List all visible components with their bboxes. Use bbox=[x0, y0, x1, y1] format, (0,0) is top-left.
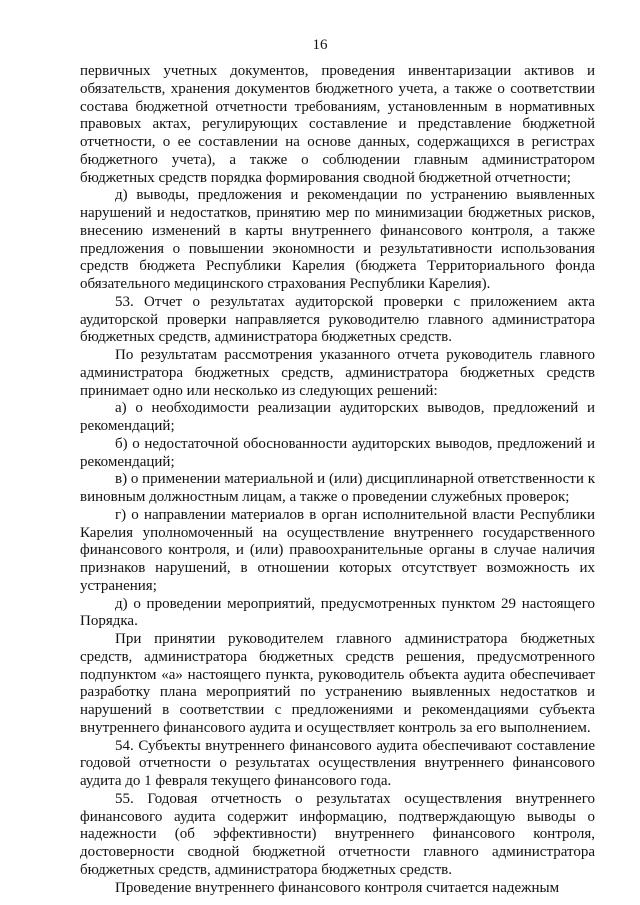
paragraph-6: б) о недостаточной обоснованности аудиторских выводов, предложений и рекомендаций; bbox=[80, 435, 595, 470]
paragraph-4: По результатам рассмотрения указанного отчета руководитель главного администратора бюджетных средств, администратора бюджетных средств принимает одно или несколько из следующих решений: bbox=[80, 347, 595, 399]
paragraph-11: 54. Субъекты внутреннего финансового аудита обеспечивают составление годовой отчетности о результатах осуществления внутреннего финансового аудита до 1 февраля текущего финансового года. bbox=[80, 737, 595, 789]
paragraph-8: г) о направлении материалов в орган исполнительной власти Республики Карелия уполномоченный на осуществление внутреннего государственного финансового контроля, и (или) правоохранительные органы в случае наличия признаков нарушений, в отношении которых отсутствует возможность их устранения; bbox=[80, 506, 595, 594]
paragraph-10: При принятии руководителем главного администратора бюджетных средств, администратора бюджетных средств решения, предусмотренного подпунктом «а» настоящего пункта, руководитель объекта аудита обеспечивает разработку плана мероприятий по устранению выявленных недостатков и нарушений в соответствии с предложениями и рекомендациями субъекта внутреннего финансового аудита и осуществляет контроль за его выполнением. bbox=[80, 631, 595, 736]
paragraph-2: д) выводы, предложения и рекомендации по устранению выявленных нарушений и недостатков, принятию мер по минимизации бюджетных рисков, внесению изменений в карты внутреннего финансового контроля, а также предложения о повышении экономности и результативности использования средств бюджета Республики Карелия (бюджета Территориального фонда обязательного медицинского страхования Республики Карелия). bbox=[80, 187, 595, 292]
page-number: 16 bbox=[312, 37, 328, 53]
paragraph-9: д) о проведении мероприятий, предусмотренных пунктом 29 настоящего Порядка. bbox=[80, 595, 595, 630]
paragraph-5: а) о необходимости реализации аудиторских выводов, предложений и рекомендаций; bbox=[80, 400, 595, 434]
paragraph-12: 55. Годовая отчетность о результатах осуществления внутреннего финансового аудита содержит информацию, подтверждающую выводы о надежности (об эффективности) внутреннего финансового контроля, достоверности сводной бюджетной отчетности главного администратора бюджетных средств, администратора бюджетных средств. bbox=[80, 790, 595, 878]
paragraph-13: Проведение внутреннего финансового контроля считается надежным bbox=[115, 879, 560, 896]
paragraph-3: 53. Отчет о результатах аудиторской проверки с приложением акта аудиторской проверки направляется руководителю главного администратора бюджетных средств, администратора бюджетных средств. bbox=[80, 293, 595, 346]
document-body bbox=[80, 63, 595, 897]
paragraph-1: первичных учетных документов, проведения инвентаризации активов и обязательств, хранения документов бюджетного учета, а также о соответствии состава бюджетной отчетности требованиям, установленным в нормативных правовых актах, регулирующих составление и представление бюджетной отчетности, о ее составлении на основе данных, содержащихся в регистрах бюджетного учета), а также о соблюдении главным администратором бюджетных средств порядка формирования сводной бюджетной отчетности; bbox=[80, 63, 595, 186]
paragraph-7: в) о применении материальной и (или) дисциплинарной ответственности к виновным должностным лицам, а также о проведении служебных проверок; bbox=[80, 471, 595, 505]
